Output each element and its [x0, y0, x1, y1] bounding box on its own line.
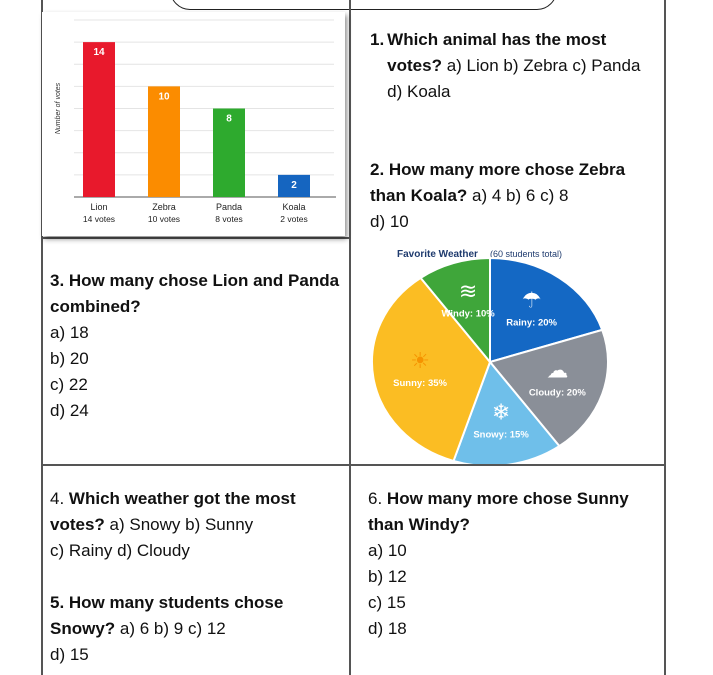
bar-zebra — [148, 86, 180, 197]
pie-subtitle: (60 students total) — [490, 249, 563, 259]
q3-option: d) 24 — [50, 401, 89, 420]
q6-option: c) 15 — [368, 593, 406, 612]
pie-slice-label: Sunny: 35% — [393, 377, 448, 389]
q1-options: a) Lion b) Zebra c) Panda — [446, 56, 641, 75]
bar-value-label: 10 — [158, 91, 170, 103]
bar-value-label: 2 — [291, 179, 297, 191]
question-1 — [370, 27, 660, 105]
q1-number: 1. — [370, 30, 385, 49]
pie-chart-favorite-weather — [357, 240, 647, 464]
q6-option: b) 12 — [368, 567, 407, 586]
q6-number: 6. — [368, 489, 383, 508]
sunny-icon: ☀ — [410, 347, 430, 373]
pie-title: Favorite Weather — [397, 249, 478, 260]
q1-text: Which animal has the most votes? — [387, 30, 607, 75]
q1-option-d: d) Koala — [387, 82, 451, 101]
table-divider-middle — [349, 0, 351, 675]
q3-option: b) 20 — [50, 349, 89, 368]
category-label: Lion — [90, 202, 108, 212]
table-border-right — [664, 0, 666, 675]
category-sublabel: 14 votes — [82, 214, 116, 224]
bar-value-label: 8 — [226, 113, 232, 125]
category-sublabel: 2 votes — [280, 214, 308, 224]
q4-options: a) Snowy b) Sunny — [109, 515, 254, 534]
row-divider-2 — [41, 464, 664, 466]
question-2 — [370, 157, 660, 235]
question-4 — [50, 486, 340, 564]
worksheet-title-box — [170, 0, 557, 10]
category-sublabel: 8 votes — [215, 214, 243, 224]
q6-text: How many more chose Sunny than Windy? — [368, 489, 629, 534]
q2-option-d: d) 10 — [370, 212, 409, 231]
bar-value-label: 14 — [93, 47, 105, 59]
category-label: Panda — [215, 202, 243, 212]
pie-slice-label: Rainy: 20% — [506, 317, 557, 329]
y-axis-label: Number of votes — [55, 82, 62, 135]
pie-slice-label: Windy: 10% — [441, 308, 495, 320]
q3-option: c) 22 — [50, 375, 88, 394]
q4-text: Which weather got the most votes? — [50, 489, 296, 534]
q5-options: a) 6 b) 9 c) 12 — [119, 619, 226, 638]
snowy-icon: ❄ — [491, 399, 511, 425]
category-label: Koala — [282, 202, 306, 212]
windy-icon: ≋ — [458, 278, 478, 304]
q4-options-2: c) Rainy d) Cloudy — [50, 541, 190, 560]
bar-chart-animal-votes — [42, 12, 345, 236]
q6-option: a) 10 — [368, 541, 407, 560]
rainy-icon: ☂ — [521, 287, 542, 313]
category-sublabel: 10 votes — [147, 214, 181, 224]
q2-options: a) 4 b) 6 c) 8 — [472, 186, 569, 205]
bar-lion — [83, 42, 115, 197]
question-3 — [50, 268, 340, 424]
row-divider-1 — [41, 237, 351, 239]
q5-text: 5. How many students chose Snowy? — [50, 593, 284, 638]
q3-option: a) 18 — [50, 323, 89, 342]
question-5 — [50, 590, 340, 668]
q4-number: 4. — [50, 489, 65, 508]
category-label: Zebra — [152, 202, 176, 212]
q2-text: 2. How many more chose Zebra than Koala? — [370, 160, 626, 205]
pie-slice-label: Snowy: 15% — [473, 429, 529, 441]
pie-slice-label: Cloudy: 20% — [528, 387, 586, 399]
question-6 — [368, 486, 658, 642]
q5-option-d: d) 15 — [50, 645, 89, 664]
q3-text: 3. How many chose Lion and Panda combined? — [50, 271, 340, 316]
q6-option: d) 18 — [368, 619, 407, 638]
cloudy-icon: ☁ — [546, 357, 569, 383]
